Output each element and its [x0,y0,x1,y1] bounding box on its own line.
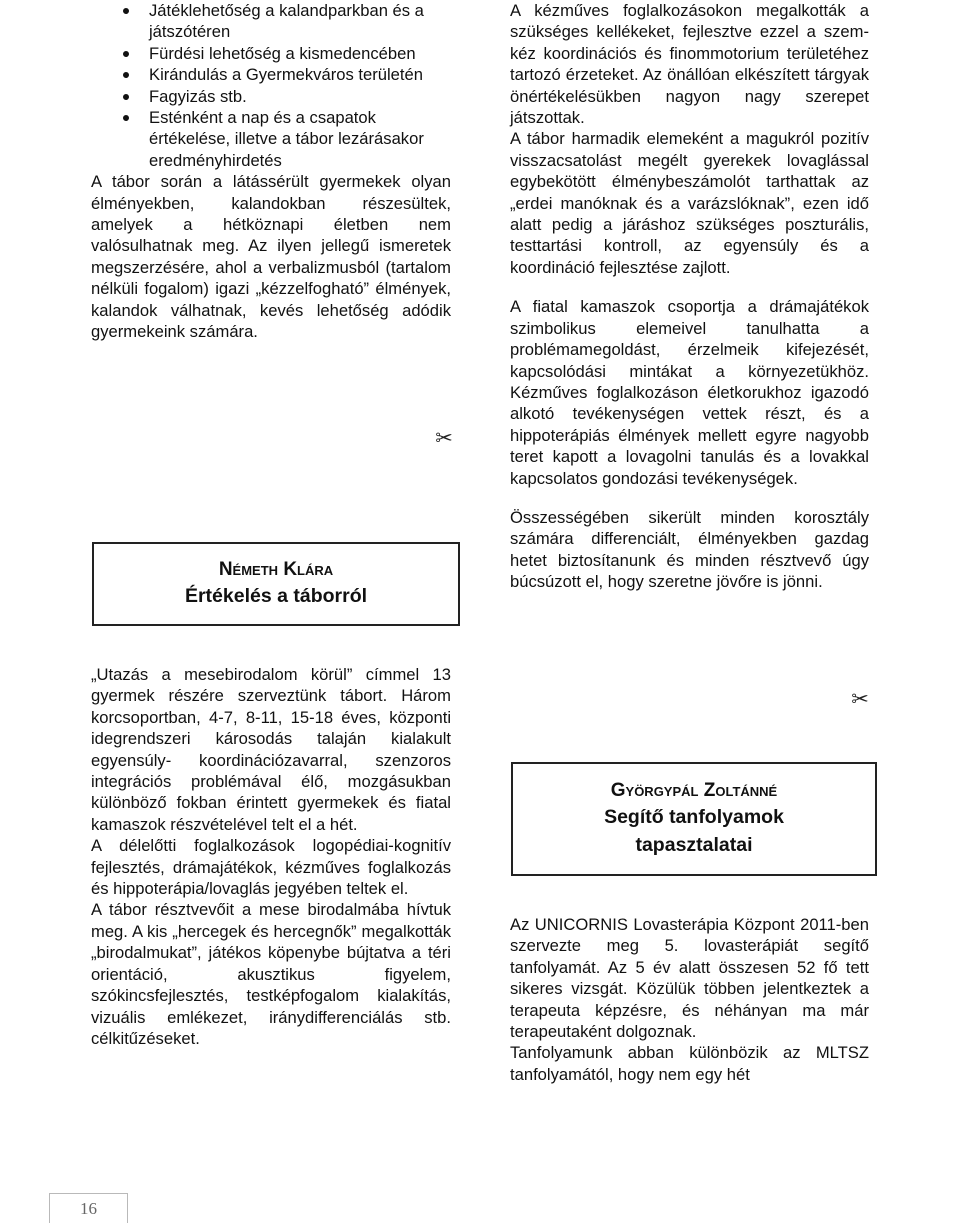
activity-list [91,0,451,171]
article-paragraph: A kézműves foglalkozásokon megalkották a szükséges kellékeket, fejlesztve ezzel a szem-kéz koordinációs és finommotorium területéhez tartozó érzeteket. Az önállóan elkészített tárgyak önértékelésükben nagyon nagy szerepet játszottak. [510,1,869,128]
list-item: Fagyizás stb. [91,86,451,107]
article-body-right [510,914,869,1085]
article-title-box [92,542,460,626]
article-paragraph: A délelőtti foglalkozások logopédiai-kognitív fejlesztés, drámajátékok, kézműves foglalkozás és hippoterápia/lovaglás jegyében teltek el. [91,836,451,899]
article-paragraph: Az UNICORNIS Lovasterápia Központ 2011-ben szervezte meg 5. lovasterápiát segítő tanfolyamát. Az 5 év alatt összesen 52 fő tett sikeres vizsgát. Közülük többen jelentkeztek a terapeuta képzésre, és néhányan ma már terapeutaként dolgoznak. [510,915,869,1042]
article-author: Németh Klára [218,559,334,580]
article-paragraph: Összességében sikerült minden korosztály számára differenciált, élményekben gazdag hetet biztosítanunk és minden résztvevő úgy búcsúzott el, hogy szeretne jövőre is jönni. [510,507,869,592]
left-column [91,0,451,343]
article-title: tapasztalatai [635,834,753,856]
intro-paragraph: A tábor során a látássérült gyermekek olyan élményekben, kalandokban részesültek, amelyek a hétköznapi életben nem valósulhatnak meg. Az ilyen jellegű ismeretek megszerzésére, ahol a verbalizmusból (tartalom nélküli fogalom) igazi „kézzelfogható” élmények, kalandok válhatnak, kevés lehetőség adódik gyermekeink számára. [91,172,451,342]
article-paragraph: „Utazás a mesebirodalom körül” címmel 13 gyermek részére szerveztünk tábort. Három korcsoportban, 4-7, 8-11, 15-18 éves, központi idegrendszeri károsodás talaján kialakult egyensúly- koordinációzavarral, szenzoros integrációs problémával élő, mozgásukban különböző fokban érintett gyermekek és fiatal kamaszok részvételével telt el a hét. [91,665,451,834]
page-number: 16 [80,1199,97,1218]
article-paragraph: A tábor résztvevőit a mese birodalmába hívtuk meg. A kis „hercegek és hercegnők” megalkották „birodalmukat”, játékos köpenybe bújtatva a téri orientáció, akusztikus figyelem, szókincsfejlesztés, testképfogalom kialakítás, vizuális emlékezet, iránydifferenciálás stb. célkitűzéseket. [91,900,451,1048]
article-paragraph: A tábor harmadik elemeként a magukról pozitív visszacsatolást megélt gyerekek lovaglással egybekötött élménybeszámolót tarthattak az „erdei manóknak és a varázslóknak”, ezen idő alatt pedig a járáshoz szükséges poszturális, testtartási kontroll, az egyensúly és a koordináció fejlesztése zajlott. [510,129,869,277]
list-item: Fürdési lehetőség a kismedencében [91,43,451,64]
article-title: Értékelés a táborról [184,585,368,607]
article-paragraph: Tanfolyamunk abban különbözik az MLTSZ tanfolyamától, hogy nem egy hét [510,1043,869,1084]
section-ornament-icon: ✂ [435,426,453,450]
article-body-left [91,664,451,1049]
right-column [510,0,869,593]
list-item: Esténként a nap és a csapatok értékelése, illetve a tábor lezárásakor eredményhirdetés [91,107,451,171]
page-number-tab [49,1193,128,1223]
section-ornament-icon: ✂ [851,687,869,711]
list-item: Kirándulás a Gyermekváros területén [91,64,451,85]
list-item: Játéklehetőség a kalandparkban és a játszótéren [91,0,451,43]
article-paragraph: A fiatal kamaszok csoportja a drámajátékok szimbolikus elemeivel tanulhatta a problémamegoldást, érzelmeik kifejezését, kapcsolódási mintákat a környezetükhöz. Kézműves foglalkozáson életkorukhoz igazodó alkotó tevékenységen vettek részt, és a hippoterápiás élmények mellett egyre nagyobb teret kapott a lovagolni tanulás és a lovakkal kapcsolatos gondozási tevékenységek. [510,297,869,488]
article-author: Györgypál Zoltánné [610,780,778,801]
article-title: Segítő tanfolyamok [604,806,784,828]
article-title-box [511,762,877,876]
